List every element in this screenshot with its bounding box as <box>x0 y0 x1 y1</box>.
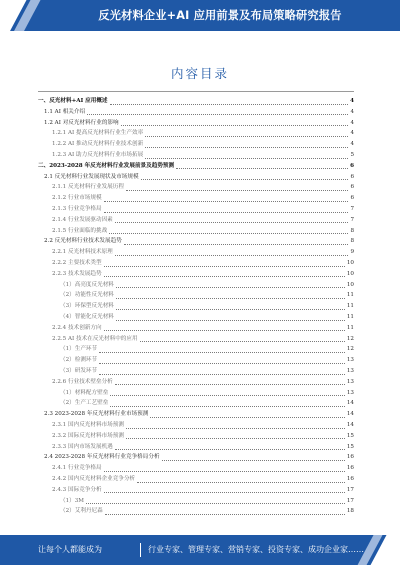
toc-entry[interactable] <box>38 161 354 171</box>
toc-entry-label: 1.2.1 AI 提高反光材料行业生产效率 <box>52 130 144 137</box>
toc-leader-dots <box>116 303 345 310</box>
toc-entry-label: （3）环保型反光材料 <box>60 303 114 310</box>
toc-entry-label: 2.3 2023-2028 年反光材料行业市场预测 <box>44 411 149 418</box>
footer-tagline: 行业专家、管理专家、营销专家、投资专家、成功企业家…… <box>148 545 364 554</box>
toc-entry-page: 12 <box>346 335 354 342</box>
toc-entry-page: 10 <box>346 260 354 266</box>
toc-entry-page: 13 <box>346 389 354 396</box>
toc-leader-dots <box>104 260 345 267</box>
toc-entry[interactable] <box>52 377 354 387</box>
toc-entry-label: 2.3.1 国内反光材料市场预测 <box>52 422 124 428</box>
toc-entry-label: （2）生产工艺壁垒 <box>60 400 109 407</box>
toc-entry-label: （2）检测环节 <box>60 357 98 364</box>
footer-bar <box>0 535 400 565</box>
toc-entry-page: 8 <box>350 227 354 234</box>
toc-leader-dots <box>137 476 345 483</box>
toc-entry-page: 13 <box>346 357 354 364</box>
toc-leader-dots <box>145 152 348 159</box>
toc-entry[interactable] <box>52 474 354 484</box>
toc-entry[interactable] <box>52 442 354 452</box>
toc-entry[interactable] <box>60 280 354 290</box>
toc-leader-dots <box>145 141 348 148</box>
toc-entry[interactable] <box>60 312 354 322</box>
toc-leader-dots <box>150 411 345 418</box>
toc-entry-label: （1）材料配方壁垒 <box>60 389 109 396</box>
toc-entry[interactable] <box>60 506 354 516</box>
toc-leader-dots <box>121 119 349 126</box>
toc-entry-label: 2.1.1 反光材料行业发展历程 <box>52 184 124 191</box>
toc-entry-label: （1）高亮度反光材料 <box>60 281 114 288</box>
toc-entry-label: 2.4.2 国内反光材料企业竞争分析 <box>52 476 136 482</box>
toc-entry[interactable] <box>52 139 354 149</box>
toc-entry-page: 16 <box>346 454 354 461</box>
toc-entry[interactable] <box>52 463 354 473</box>
toc-entry[interactable] <box>52 226 354 236</box>
toc-leader-dots <box>115 249 349 256</box>
toc-entry[interactable] <box>44 172 354 182</box>
toc-entry-label: 2.1 反光材料行业发展现状及市场规模 <box>44 173 139 180</box>
toc-entry-label: 二、2023-2028 年反光材料行业发展前景及趋势预测 <box>38 162 175 169</box>
toc-entry[interactable] <box>38 96 354 106</box>
toc-entry-page: 4 <box>350 130 354 137</box>
toc-entry-page: 4 <box>350 98 354 104</box>
toc-entry-label: 2.1.2 行业市场规模 <box>52 195 102 202</box>
toc-leader-dots <box>109 227 348 234</box>
toc-leader-dots <box>110 389 345 396</box>
toc-entry-label: 2.2.3 技术发展趋势 <box>52 270 102 277</box>
toc-entry-page: 11 <box>346 324 354 331</box>
toc-entry-page: 7 <box>350 216 354 223</box>
toc-entry-page: 8 <box>350 238 354 245</box>
toc-entry[interactable] <box>52 193 354 203</box>
toc-entry-label: （4）智能化反光材料 <box>60 314 114 320</box>
footer-separator <box>140 543 141 557</box>
toc-leader-dots <box>104 486 345 493</box>
toc-entry[interactable] <box>44 409 354 419</box>
toc-entry[interactable] <box>44 118 354 128</box>
toc-leader-dots <box>99 368 345 375</box>
toc-entry-page: 17 <box>346 486 354 493</box>
toc-entry-label: 2.2.6 行业技术壁垒分析 <box>52 378 113 385</box>
toc-leader-dots <box>104 324 345 331</box>
toc-entry[interactable] <box>44 107 354 117</box>
toc-leader-dots <box>116 314 345 321</box>
toc-entry-page: 5 <box>350 152 354 158</box>
toc-entry-label: （2）艾利丹尼森 <box>60 508 103 515</box>
toc-entry[interactable] <box>52 334 354 344</box>
toc-leader-dots <box>145 130 348 137</box>
toc-entry-page: 11 <box>346 292 354 299</box>
toc-entry[interactable] <box>60 366 354 376</box>
toc-entry[interactable] <box>52 150 354 160</box>
toc-entry-label: 2.4.3 国际竞争分析 <box>52 486 102 493</box>
toc-entry-page: 14 <box>346 411 354 418</box>
toc-entry-label: 2.2.5 AI 技术在反光材料中的应用 <box>52 335 138 342</box>
toc-entry-page: 15 <box>346 443 354 450</box>
toc-leader-dots <box>124 238 349 245</box>
toc-entry-page: 6 <box>350 173 354 180</box>
toc-entry-label: 一、反光材料+AI 应用概述 <box>38 98 108 104</box>
toc-entry-label: 1.2.3 AI 助力反光材料行业市场拓展 <box>52 152 144 158</box>
toc-entry-label: （3）研发环节 <box>60 368 98 374</box>
toc-entry[interactable] <box>52 485 354 495</box>
toc-entry-label: 2.2.1 反光材料技术原理 <box>52 249 113 256</box>
toc-entry-label: 2.4.1 行业竞争格局 <box>52 465 102 472</box>
toc-leader-dots <box>99 346 345 353</box>
toc-entry-label: 1.2.2 AI 推动反光材料行业技术创新 <box>52 141 144 148</box>
toc-leader-dots <box>126 432 345 439</box>
toc-leader-dots <box>110 98 349 105</box>
toc-entry-page: 4 <box>350 108 354 115</box>
toc-leader-dots <box>126 184 348 191</box>
toc-entry[interactable] <box>60 344 354 354</box>
toc-entry[interactable] <box>60 398 354 408</box>
toc-leader-dots <box>116 292 345 299</box>
toc-entry[interactable] <box>52 431 354 441</box>
header-bar <box>0 0 400 31</box>
toc-heading: 内容目录 <box>170 66 229 81</box>
toc-entry[interactable] <box>52 247 354 257</box>
toc-entry-page: 6 <box>350 195 354 202</box>
toc-leader-dots <box>140 335 345 342</box>
toc-entry[interactable] <box>60 388 354 398</box>
toc-entry-page: 13 <box>346 378 354 385</box>
toc-entry[interactable] <box>60 301 354 311</box>
toc-entry-label: 2.4 2023-2028 年反光材料行业竞争格局分析 <box>44 454 160 461</box>
toc-entry[interactable] <box>52 215 354 225</box>
toc-entry-page: 11 <box>346 314 354 320</box>
toc-entry-label: 1.1 AI 相关介绍 <box>44 108 86 115</box>
toc-entry[interactable] <box>60 496 354 506</box>
toc-entry-page: 10 <box>346 281 354 288</box>
toc-entry-label: 2.2.4 技术创新方向 <box>52 324 102 331</box>
toc-entry-page: 10 <box>346 270 354 277</box>
toc-entry-label: 2.1.4 行业发展驱动因素 <box>52 216 113 223</box>
toc-entry-label: （1）生产环节 <box>60 346 98 353</box>
toc-leader-dots <box>110 400 345 407</box>
toc-entry[interactable] <box>52 269 354 279</box>
toc-leader-dots <box>105 508 345 515</box>
toc-entry[interactable] <box>52 182 354 192</box>
toc-leader-dots <box>126 422 345 429</box>
toc-leader-dots <box>86 497 345 504</box>
toc-entry-label: 2.2.2 主要技术类型 <box>52 260 102 266</box>
toc-entry-page: 18 <box>346 508 354 515</box>
toc-entry[interactable] <box>44 452 354 462</box>
toc-entry-page: 6 <box>350 162 354 169</box>
toc-entry[interactable] <box>60 290 354 300</box>
toc-entry-page: 17 <box>346 497 354 504</box>
toc-entry-page: 11 <box>346 303 354 310</box>
report-title: 反光材料企业+AI 应用前景及布局策略研究报告 <box>98 9 342 22</box>
toc-entry[interactable] <box>52 258 354 268</box>
toc-entry-page: 4 <box>350 141 354 148</box>
toc-leader-dots <box>104 195 349 202</box>
toc-entry-label: 2.3.2 国际反光材料市场预测 <box>52 432 124 439</box>
toc-leader-dots <box>116 281 345 288</box>
toc-entry-label: 2.1.3 行业竞争格局 <box>52 206 102 212</box>
toc-entry-label: 2.2 反光材料行业技术发展趋势 <box>44 238 122 245</box>
toc-entry-page: 4 <box>350 119 354 126</box>
toc-entry-page: 16 <box>346 476 354 482</box>
toc-entry-page: 15 <box>346 432 354 439</box>
toc-entry[interactable] <box>52 323 354 333</box>
toc-entry-label: 2.1.5 行业面临的挑战 <box>52 227 108 234</box>
toc-entry[interactable] <box>60 355 354 365</box>
toc-divider <box>38 91 354 92</box>
toc-entry[interactable] <box>52 128 354 138</box>
toc-leader-dots <box>162 454 345 461</box>
toc-entry-page: 6 <box>350 184 354 191</box>
toc-entry-page: 14 <box>346 400 354 407</box>
toc-entry-label: 2.3.3 国内市场发展机遇 <box>52 443 113 450</box>
toc-entry-label: 1.2 AI 对反光材料行业的影响 <box>44 119 119 126</box>
toc-entry[interactable] <box>52 420 354 430</box>
toc-leader-dots <box>104 465 345 472</box>
toc-entry-page: 14 <box>346 422 354 428</box>
toc-entry-label: （2）功能性反光材料 <box>60 292 114 299</box>
toc-leader-dots <box>104 206 349 213</box>
toc-entry-page: 13 <box>346 368 354 374</box>
toc-entry-label: （1）3M <box>60 497 85 504</box>
toc-leader-dots <box>115 216 349 223</box>
toc-entry-page: 7 <box>350 206 354 212</box>
toc-entry[interactable] <box>44 236 354 246</box>
toc-leader-dots <box>115 443 345 450</box>
toc-entry-page: 9 <box>350 249 354 256</box>
toc-entry[interactable] <box>52 204 354 214</box>
toc-entry-page: 12 <box>346 346 354 353</box>
toc-entry-page: 16 <box>346 465 354 472</box>
toc-leader-dots <box>87 108 348 115</box>
toc-leader-dots <box>99 357 345 364</box>
toc-leader-dots <box>115 378 345 385</box>
footer-lead-text: 让每个人都能成为 <box>38 545 102 554</box>
toc-leader-dots <box>176 162 348 169</box>
toc-leader-dots <box>141 173 349 180</box>
toc-leader-dots <box>104 270 345 277</box>
